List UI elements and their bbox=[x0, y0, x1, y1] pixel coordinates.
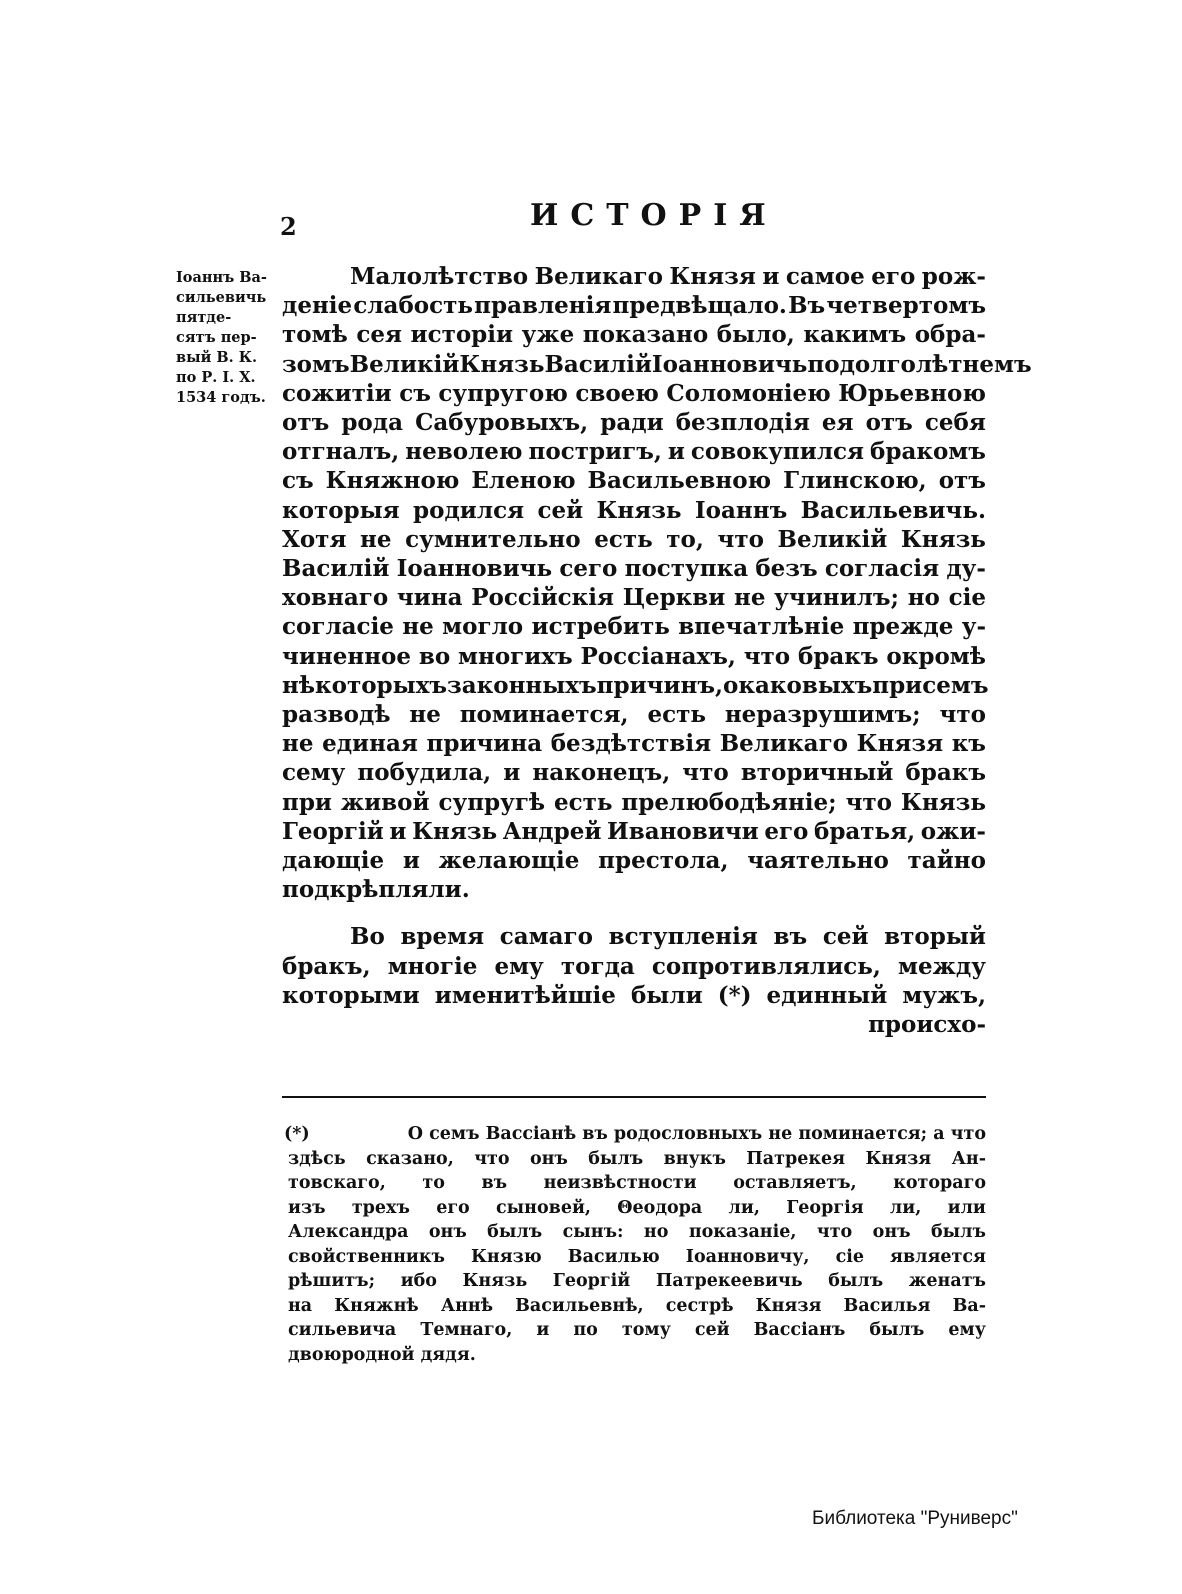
word: согласія bbox=[824, 555, 940, 583]
word: онъ bbox=[428, 1222, 467, 1242]
footnote-line bbox=[284, 1196, 986, 1221]
text-line: подкрѣпляли. bbox=[282, 876, 470, 904]
word: что bbox=[816, 1222, 853, 1242]
word: мужъ, bbox=[902, 981, 986, 1009]
footnote-line-text: О семъ Вассіанѣ въ родословныхъ не поминается; а что bbox=[407, 1124, 986, 1144]
text-line bbox=[282, 583, 986, 612]
word: и bbox=[503, 759, 521, 787]
word: сей bbox=[694, 1320, 730, 1340]
word: рож- bbox=[921, 263, 986, 290]
word: о bbox=[723, 671, 739, 699]
text-line bbox=[282, 846, 986, 875]
word: Хотя bbox=[282, 525, 347, 553]
word: сего bbox=[559, 555, 618, 583]
word: Князя bbox=[755, 1295, 822, 1316]
paragraph-2 bbox=[282, 922, 986, 1039]
word: ховнаго bbox=[282, 584, 389, 612]
word: впечатлѣніе bbox=[678, 613, 845, 641]
word: Андрей bbox=[502, 817, 602, 845]
word: отгналъ, bbox=[282, 438, 400, 466]
word: оставляетъ, bbox=[733, 1173, 857, 1193]
word: ибо bbox=[400, 1271, 437, 1291]
text-line bbox=[282, 642, 986, 671]
word: сестрѣ bbox=[665, 1295, 734, 1316]
word: тому bbox=[621, 1320, 671, 1340]
word: сынъ: bbox=[562, 1222, 624, 1242]
word: былъ bbox=[588, 1148, 644, 1169]
text-line bbox=[282, 408, 986, 437]
word: Князь bbox=[459, 350, 545, 378]
word: Васильевною bbox=[587, 467, 772, 495]
word: разводѣ bbox=[282, 701, 391, 729]
word: котораго bbox=[893, 1173, 986, 1193]
word: Іоанновичь bbox=[651, 350, 808, 378]
margin-note-line: пятде- bbox=[176, 309, 232, 326]
word: не bbox=[402, 613, 434, 641]
word: нѣкоторыхъ bbox=[282, 671, 448, 699]
word: что bbox=[717, 525, 764, 553]
footnote-line bbox=[284, 1318, 986, 1343]
word: есть bbox=[647, 701, 706, 729]
word: сіе bbox=[835, 1246, 864, 1267]
word: былъ bbox=[869, 1320, 925, 1340]
word: Θеодора bbox=[617, 1197, 703, 1218]
word: отъ bbox=[282, 409, 330, 437]
word: его bbox=[764, 817, 809, 845]
word: и bbox=[762, 263, 780, 290]
word: каковыхъ bbox=[738, 671, 873, 699]
word: что bbox=[845, 788, 892, 816]
word: Князя bbox=[669, 263, 756, 290]
word: Патрекеевичь bbox=[655, 1271, 803, 1291]
word: бракъ bbox=[797, 642, 879, 670]
word: супругою bbox=[438, 379, 568, 407]
word: совокупился bbox=[690, 438, 865, 466]
word: Ивановичи bbox=[606, 817, 759, 845]
word: прежде bbox=[852, 613, 954, 641]
word: деніе bbox=[282, 292, 353, 320]
text-line bbox=[282, 700, 986, 729]
word: сей bbox=[822, 923, 869, 951]
word: долголѣтнемъ bbox=[839, 350, 1032, 378]
word: сему bbox=[282, 759, 346, 787]
text-line bbox=[282, 437, 986, 466]
word: тогда bbox=[560, 952, 635, 980]
word: то, bbox=[666, 525, 704, 553]
word: (*) bbox=[717, 981, 752, 1009]
word: Глинскою, bbox=[783, 467, 927, 495]
word: Іоанновичь bbox=[396, 555, 553, 583]
word: отъ bbox=[938, 467, 986, 495]
word: есть bbox=[594, 525, 653, 553]
footnote-line: двоюродной дядя. bbox=[288, 1344, 476, 1365]
catchword: происхо- bbox=[868, 1011, 986, 1039]
word: томѣ bbox=[282, 321, 348, 349]
word: Василій bbox=[544, 350, 652, 378]
word: Малолѣтство bbox=[350, 263, 529, 290]
word: ли, bbox=[889, 1197, 922, 1218]
word: не bbox=[360, 525, 392, 553]
word: вступленія bbox=[608, 923, 758, 951]
text-line bbox=[282, 291, 986, 320]
word: неразрушимъ; bbox=[724, 701, 921, 729]
word: въ bbox=[481, 1173, 508, 1193]
word: Василій bbox=[282, 555, 390, 583]
word: Патрекея bbox=[746, 1148, 846, 1169]
word: бракъ, bbox=[282, 952, 371, 980]
word: показано bbox=[582, 321, 709, 349]
word: сыновей, bbox=[495, 1197, 592, 1218]
word: неволею bbox=[405, 438, 523, 466]
footnote-line bbox=[284, 1171, 986, 1196]
word: Князя bbox=[865, 1148, 932, 1169]
margin-note-line: сильевичь bbox=[176, 289, 267, 306]
text-line bbox=[282, 817, 986, 846]
text-line bbox=[282, 350, 1032, 379]
word: въ bbox=[773, 923, 808, 951]
word: единный bbox=[766, 981, 888, 1009]
word: зомъ bbox=[282, 350, 350, 378]
word: онъ bbox=[529, 1148, 568, 1169]
word: своею bbox=[575, 379, 659, 407]
word: побудила, bbox=[357, 759, 492, 787]
word: ду- bbox=[946, 555, 986, 583]
footnote-line bbox=[284, 1220, 986, 1245]
word: но bbox=[907, 584, 940, 612]
word: неизвѣстности bbox=[543, 1173, 697, 1193]
word: съ bbox=[282, 467, 314, 495]
word: родился bbox=[413, 496, 525, 524]
main-text bbox=[282, 262, 1032, 1039]
word: Князь bbox=[412, 817, 498, 845]
word: сказано, bbox=[366, 1148, 454, 1169]
word: Темнаго, bbox=[420, 1320, 513, 1340]
paragraph-1 bbox=[282, 262, 1032, 904]
text-line bbox=[282, 262, 986, 291]
word: поступка bbox=[624, 555, 749, 583]
word: не bbox=[409, 701, 441, 729]
word: изъ bbox=[288, 1197, 326, 1218]
word: что bbox=[474, 1148, 510, 1169]
margin-note-line: 1534 годъ. bbox=[176, 389, 266, 406]
word: Княжнѣ bbox=[334, 1295, 419, 1316]
word: является bbox=[890, 1246, 986, 1267]
word: себя bbox=[924, 409, 986, 437]
word: согласіе bbox=[282, 613, 394, 641]
word: бракъ bbox=[905, 759, 986, 787]
word: трехъ bbox=[351, 1197, 410, 1218]
text-line bbox=[282, 952, 986, 981]
text-line bbox=[282, 379, 986, 408]
word: Церкви bbox=[622, 584, 726, 612]
word: четвертомъ bbox=[826, 292, 986, 320]
word: Еленою bbox=[471, 467, 576, 495]
word: Великій bbox=[777, 525, 888, 553]
word: правленія bbox=[474, 292, 612, 320]
word: что bbox=[743, 642, 791, 670]
word: которыми bbox=[282, 981, 420, 1009]
word: по bbox=[573, 1320, 598, 1340]
word: желающіе bbox=[438, 847, 580, 875]
word: вторый bbox=[884, 923, 986, 951]
word: но bbox=[643, 1222, 669, 1242]
word: отъ bbox=[865, 409, 913, 437]
word: причина bbox=[426, 730, 543, 758]
word: Россіанахъ, bbox=[580, 642, 736, 670]
word: время bbox=[400, 923, 485, 951]
word: Во bbox=[350, 923, 385, 951]
word: ему bbox=[948, 1320, 986, 1340]
word: сумнительно bbox=[405, 525, 581, 553]
word: ради bbox=[600, 409, 664, 437]
word: и bbox=[536, 1320, 550, 1340]
word: ему bbox=[494, 952, 544, 980]
word: семъ bbox=[922, 671, 989, 699]
word: при bbox=[872, 671, 923, 699]
word: обра- bbox=[914, 321, 986, 349]
margin-note-line: сятъ пер- bbox=[176, 329, 257, 346]
word: какимъ bbox=[803, 321, 907, 349]
word: сильевича bbox=[288, 1320, 397, 1340]
word: во bbox=[418, 642, 451, 670]
text-line bbox=[282, 612, 986, 641]
text-line bbox=[282, 788, 986, 817]
word: Аннѣ bbox=[440, 1295, 494, 1316]
word: при bbox=[282, 788, 332, 816]
word: у- bbox=[961, 613, 986, 641]
word: Князь bbox=[900, 788, 986, 816]
word: ли, bbox=[728, 1197, 760, 1218]
word: внукъ bbox=[663, 1148, 726, 1169]
word: есть bbox=[554, 788, 613, 816]
word: Георгій bbox=[552, 1271, 631, 1291]
word: Великій bbox=[349, 350, 460, 378]
word: былъ bbox=[487, 1222, 543, 1242]
word: что bbox=[939, 701, 986, 729]
word: единая bbox=[322, 730, 418, 758]
word: то bbox=[422, 1173, 445, 1193]
word: и bbox=[389, 817, 407, 845]
word: учинилъ; bbox=[774, 584, 900, 612]
word: дающіе bbox=[282, 847, 385, 875]
footnote bbox=[284, 1122, 986, 1367]
word: къ bbox=[951, 730, 986, 758]
footnote-line bbox=[284, 1269, 986, 1294]
word: безплодія bbox=[675, 409, 810, 437]
word: Россійскія bbox=[471, 584, 615, 612]
word: поминается, bbox=[459, 701, 629, 729]
word: предвѣщало. bbox=[612, 292, 787, 320]
word: здѣсь bbox=[288, 1148, 346, 1169]
word: Василья bbox=[843, 1295, 931, 1316]
word: Въ bbox=[788, 292, 826, 320]
word: или bbox=[947, 1197, 986, 1218]
word: живой bbox=[340, 788, 430, 816]
word: были bbox=[630, 981, 703, 1009]
word: сопротивлялись, bbox=[651, 952, 881, 980]
word: Ан- bbox=[951, 1148, 986, 1169]
word: Васильевнѣ, bbox=[515, 1295, 644, 1316]
word: сожитіи bbox=[282, 379, 392, 407]
word: многіе bbox=[387, 952, 478, 980]
word: Князю bbox=[470, 1246, 542, 1267]
word: Юрьевною bbox=[838, 379, 986, 407]
word: Соломоніею bbox=[666, 379, 831, 407]
word: Васильевичь. bbox=[800, 496, 986, 524]
library-watermark: Библиотека "Руниверс" bbox=[812, 1508, 1018, 1529]
word: бракомъ bbox=[870, 438, 986, 466]
word: бездѣтствія bbox=[550, 730, 712, 758]
word: его bbox=[871, 263, 916, 290]
word: самаго bbox=[499, 923, 593, 951]
text-line bbox=[282, 525, 986, 554]
word: Великаго bbox=[534, 263, 663, 290]
word: слабость bbox=[353, 292, 473, 320]
page-number: 2 bbox=[280, 212, 297, 241]
word: безъ bbox=[755, 555, 818, 583]
text-line bbox=[282, 981, 986, 1010]
footnote-line bbox=[284, 1122, 986, 1147]
word: Княжною bbox=[325, 467, 460, 495]
word: Князя bbox=[856, 730, 944, 758]
word: самое bbox=[785, 263, 865, 290]
word: многихъ bbox=[458, 642, 573, 670]
margin-note-line: Іоаннъ Ва- bbox=[176, 269, 267, 286]
word: Князь bbox=[462, 1271, 528, 1291]
word: прелюбодѣяніе; bbox=[621, 788, 837, 816]
word: которыя bbox=[282, 496, 400, 524]
word: что bbox=[682, 759, 729, 787]
word: сіе bbox=[948, 584, 986, 612]
word: супругѣ bbox=[438, 788, 546, 816]
word: окромѣ bbox=[886, 642, 986, 670]
word: престола, bbox=[598, 847, 729, 875]
word: ея bbox=[821, 409, 854, 437]
text-line bbox=[282, 729, 986, 758]
word: рѣшитъ; bbox=[288, 1271, 376, 1291]
word: могло bbox=[442, 613, 524, 641]
word: сей bbox=[537, 496, 584, 524]
word: на bbox=[288, 1295, 313, 1316]
footnote-divider bbox=[282, 1096, 986, 1098]
word: исторіи bbox=[410, 321, 514, 349]
word: наконецъ, bbox=[532, 759, 671, 787]
word: былъ bbox=[828, 1271, 884, 1291]
text-line bbox=[282, 922, 986, 951]
word: Іоаннъ bbox=[694, 496, 788, 524]
word: причинъ, bbox=[596, 671, 724, 699]
word: истребить bbox=[531, 613, 670, 641]
word: съ bbox=[399, 379, 431, 407]
word: уже bbox=[521, 321, 575, 349]
word: женатъ bbox=[908, 1271, 986, 1291]
word: Ва- bbox=[952, 1295, 986, 1316]
word: рода bbox=[341, 409, 403, 437]
word: сея bbox=[356, 321, 402, 349]
word: Князь bbox=[596, 496, 682, 524]
word: постригъ, bbox=[528, 438, 662, 466]
word: и bbox=[402, 847, 420, 875]
word: не bbox=[734, 584, 766, 612]
word: чиненное bbox=[282, 642, 412, 670]
footnote-line bbox=[284, 1294, 986, 1319]
footnote-line bbox=[284, 1147, 986, 1172]
footnote-line bbox=[284, 1245, 986, 1270]
word: показаніе, bbox=[688, 1222, 797, 1242]
word: его bbox=[436, 1197, 470, 1218]
running-title: ИСТОРІЯ bbox=[530, 198, 778, 233]
word: Вассіанъ bbox=[753, 1320, 846, 1340]
text-line bbox=[282, 671, 989, 700]
word: было, bbox=[716, 321, 795, 349]
footnote-mark: (*) bbox=[284, 1124, 310, 1144]
text-line bbox=[282, 496, 986, 525]
word: Георгія bbox=[786, 1197, 864, 1218]
word: братья, bbox=[813, 817, 916, 845]
word: по bbox=[807, 350, 840, 378]
word: Георгій bbox=[282, 817, 384, 845]
word: Сабуровыхъ, bbox=[415, 409, 589, 437]
word: товскаго, bbox=[288, 1173, 386, 1193]
margin-note-line: вый В. К. bbox=[176, 349, 258, 366]
text-line bbox=[282, 758, 986, 787]
word: и bbox=[667, 438, 685, 466]
word: чаятельно bbox=[747, 847, 889, 875]
word: Александра bbox=[288, 1222, 409, 1242]
word: Великаго bbox=[719, 730, 849, 758]
text-line bbox=[282, 466, 986, 495]
word: Василью bbox=[567, 1246, 660, 1267]
word: ожи- bbox=[920, 817, 986, 845]
word: чина bbox=[396, 584, 463, 612]
text-line bbox=[282, 554, 986, 583]
word: былъ bbox=[930, 1222, 986, 1242]
text-line bbox=[282, 320, 986, 349]
word: тайно bbox=[907, 847, 986, 875]
margin-note-line: по Р. І. Х. bbox=[176, 369, 256, 386]
word: именитѣйшіе bbox=[434, 981, 616, 1009]
word: онъ bbox=[872, 1222, 911, 1242]
word: законныхъ bbox=[447, 671, 597, 699]
word: свойственникъ bbox=[288, 1246, 445, 1267]
word: вторичный bbox=[740, 759, 894, 787]
word: между bbox=[898, 952, 986, 980]
word: Іоанновичу, bbox=[685, 1246, 810, 1267]
margin-note bbox=[176, 268, 278, 408]
word: не bbox=[282, 730, 314, 758]
word: Князь bbox=[900, 525, 986, 553]
